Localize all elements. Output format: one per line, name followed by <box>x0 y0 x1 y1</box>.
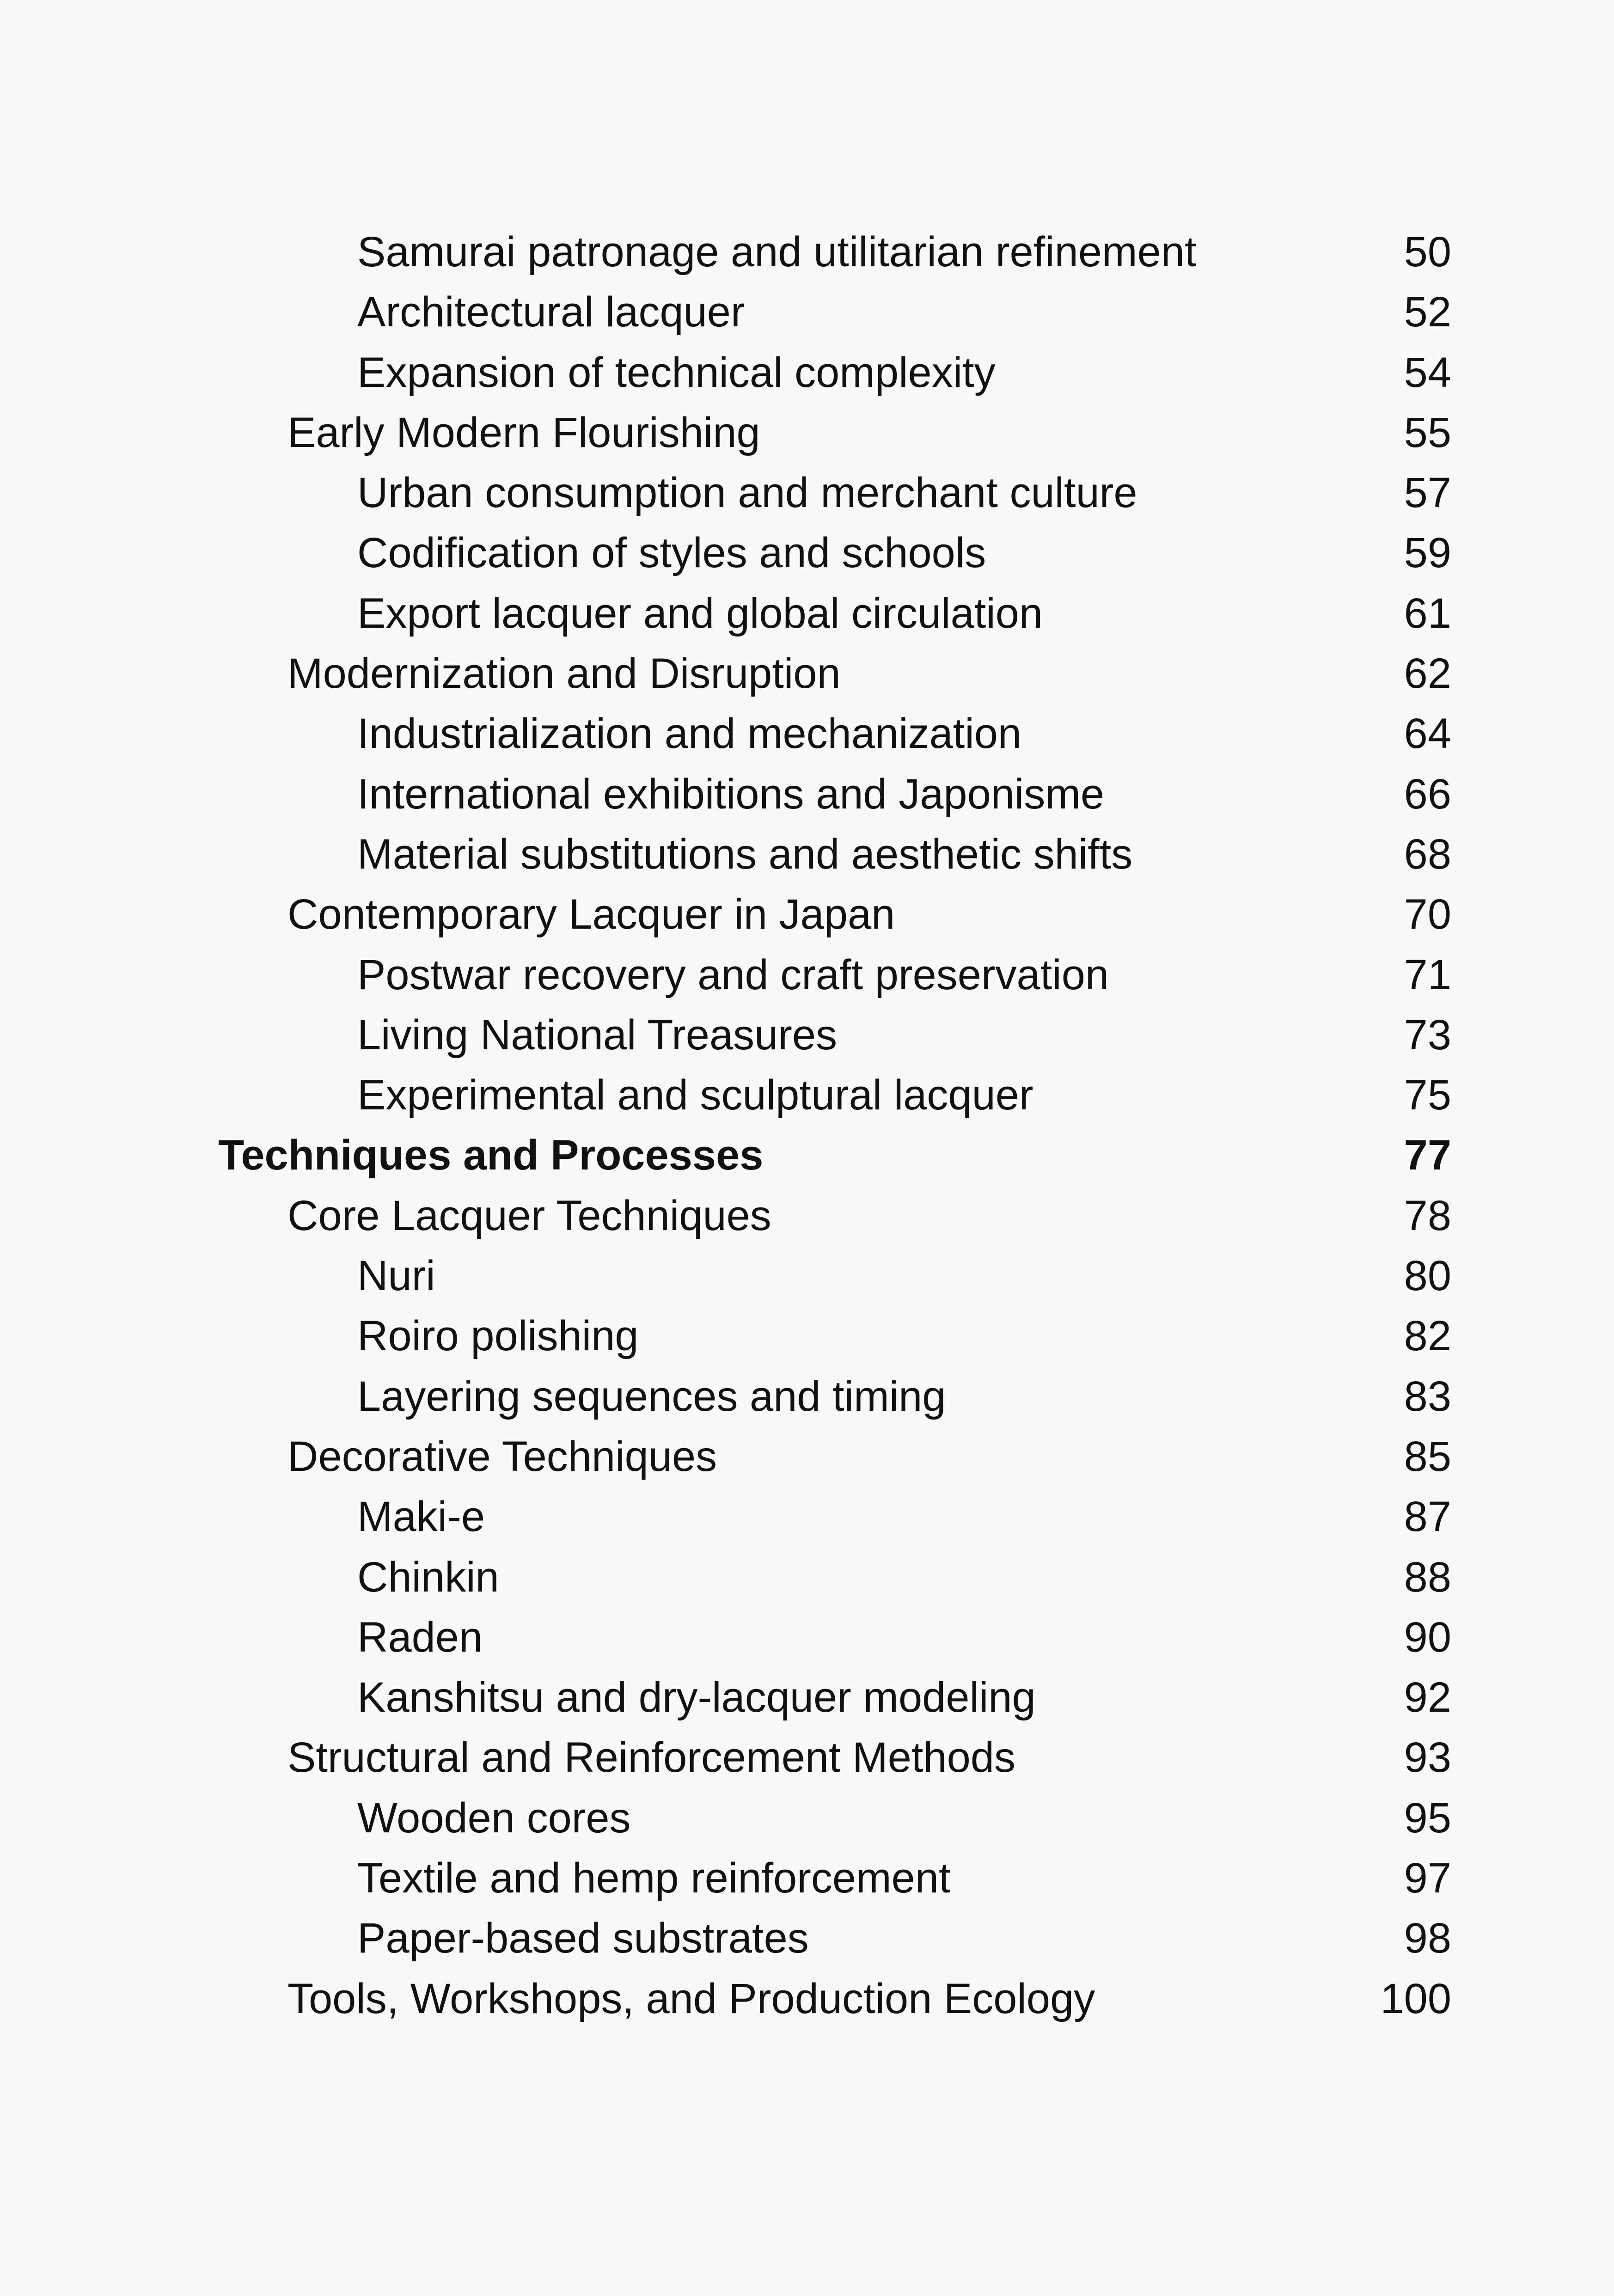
toc-entry[interactable] <box>0 704 1614 764</box>
toc-entry-title: Architectural lacquer <box>357 288 745 336</box>
toc-entry-title: Roiro polishing <box>357 1312 639 1360</box>
toc-entry-title: Urban consumption and merchant culture <box>357 469 1137 517</box>
toc-entry[interactable] <box>0 1547 1614 1607</box>
toc-entry-title: Tools, Workshops, and Production Ecology <box>287 1975 1095 2022</box>
toc-entry-page-number: 80 <box>1404 1252 1451 1300</box>
toc-entry[interactable] <box>0 1667 1614 1727</box>
toc-entry-title: Codification of styles and schools <box>357 529 986 577</box>
toc-entry[interactable] <box>0 1727 1614 1788</box>
toc-entry-title: Raden <box>357 1613 483 1661</box>
toc-entry[interactable] <box>0 1186 1614 1246</box>
toc-entry[interactable] <box>0 643 1614 704</box>
toc-entry-title: Wooden cores <box>357 1794 631 1842</box>
toc-entry[interactable] <box>0 403 1614 463</box>
toc-entry-title: Techniques and Processes <box>218 1132 764 1179</box>
toc-entry[interactable] <box>0 1306 1614 1366</box>
toc-entry-title: Textile and hemp reinforcement <box>357 1855 951 1902</box>
toc-entry-page-number: 82 <box>1404 1312 1451 1360</box>
toc-entry-page-number: 87 <box>1404 1493 1451 1541</box>
toc-entry[interactable] <box>0 1487 1614 1547</box>
toc-entry-title: Maki-e <box>357 1493 485 1541</box>
toc-entry[interactable] <box>0 884 1614 944</box>
toc-entry[interactable] <box>0 222 1614 282</box>
toc-entry[interactable] <box>0 1848 1614 1908</box>
toc-entry-title: Export lacquer and global circulation <box>357 589 1043 637</box>
toc-entry[interactable] <box>0 583 1614 643</box>
toc-entry-page-number: 55 <box>1404 409 1451 456</box>
toc-entry[interactable] <box>0 1366 1614 1427</box>
toc-entry-page-number: 57 <box>1404 469 1451 517</box>
toc-entry[interactable] <box>0 282 1614 342</box>
toc-entry-page-number: 77 <box>1404 1132 1451 1179</box>
toc-entry-title: Modernization and Disruption <box>287 650 841 698</box>
toc-entry-page-number: 52 <box>1404 288 1451 336</box>
toc-entry[interactable] <box>0 343 1614 403</box>
toc-entry-title: Core Lacquer Techniques <box>287 1192 771 1239</box>
toc-entry-title: Chinkin <box>357 1553 499 1601</box>
toc-entry-title: Experimental and sculptural lacquer <box>357 1071 1033 1119</box>
toc-entry[interactable] <box>0 1065 1614 1125</box>
toc-entry-page-number: 62 <box>1404 650 1451 698</box>
toc-entry[interactable] <box>0 1607 1614 1667</box>
toc-entry-title: Nuri <box>357 1252 435 1300</box>
toc-entry[interactable] <box>0 1908 1614 1968</box>
toc-entry[interactable] <box>0 1125 1614 1185</box>
toc-entry[interactable] <box>0 463 1614 523</box>
toc-entry-page-number: 98 <box>1404 1915 1451 1962</box>
toc-entry-page-number: 75 <box>1404 1071 1451 1119</box>
toc-entry-page-number: 85 <box>1404 1433 1451 1480</box>
toc-entry-title: Living National Treasures <box>357 1011 838 1059</box>
toc-entry[interactable] <box>0 1005 1614 1065</box>
toc-entry-page-number: 93 <box>1404 1734 1451 1782</box>
toc-entry[interactable] <box>0 764 1614 824</box>
table-of-contents <box>0 222 1614 2029</box>
toc-entry-page-number: 97 <box>1404 1855 1451 1902</box>
toc-entry-title: Structural and Reinforcement Methods <box>287 1734 1016 1782</box>
toc-entry-page-number: 90 <box>1404 1613 1451 1661</box>
toc-entry-title: Material substitutions and aesthetic shifts <box>357 830 1133 878</box>
toc-entry-title: Contemporary Lacquer in Japan <box>287 891 895 938</box>
toc-entry-title: Layering sequences and timing <box>357 1372 946 1420</box>
toc-entry-page-number: 100 <box>1380 1975 1451 2022</box>
toc-entry-title: Postwar recovery and craft preservation <box>357 951 1109 998</box>
toc-entry-page-number: 61 <box>1404 589 1451 637</box>
toc-entry-page-number: 64 <box>1404 710 1451 758</box>
toc-entry[interactable] <box>0 523 1614 583</box>
toc-entry-page-number: 54 <box>1404 349 1451 396</box>
toc-entry[interactable] <box>0 1969 1614 2029</box>
toc-entry-title: Expansion of technical complexity <box>357 349 996 396</box>
toc-entry-page-number: 83 <box>1404 1372 1451 1420</box>
toc-entry-title: Early Modern Flourishing <box>287 409 760 456</box>
toc-entry-page-number: 68 <box>1404 830 1451 878</box>
toc-entry[interactable] <box>0 1788 1614 1848</box>
toc-entry-title: Samurai patronage and utilitarian refinement <box>357 228 1197 276</box>
toc-entry-page-number: 92 <box>1404 1674 1451 1721</box>
toc-entry-title: International exhibitions and Japonisme <box>357 770 1105 818</box>
toc-entry-page-number: 73 <box>1404 1011 1451 1059</box>
toc-entry-title: Kanshitsu and dry-lacquer modeling <box>357 1674 1036 1721</box>
toc-entry[interactable] <box>0 1246 1614 1306</box>
toc-entry-title: Decorative Techniques <box>287 1433 717 1480</box>
toc-entry-page-number: 70 <box>1404 891 1451 938</box>
toc-entry-page-number: 71 <box>1404 951 1451 998</box>
toc-entry-page-number: 66 <box>1404 770 1451 818</box>
toc-entry-page-number: 88 <box>1404 1553 1451 1601</box>
toc-entry-page-number: 50 <box>1404 228 1451 276</box>
toc-entry[interactable] <box>0 945 1614 1005</box>
toc-entry-title: Industrialization and mechanization <box>357 710 1022 758</box>
toc-entry[interactable] <box>0 824 1614 884</box>
toc-entry-title: Paper-based substrates <box>357 1915 809 1962</box>
toc-entry[interactable] <box>0 1427 1614 1487</box>
toc-entry-page-number: 59 <box>1404 529 1451 577</box>
toc-entry-page-number: 78 <box>1404 1192 1451 1239</box>
toc-entry-page-number: 95 <box>1404 1794 1451 1842</box>
